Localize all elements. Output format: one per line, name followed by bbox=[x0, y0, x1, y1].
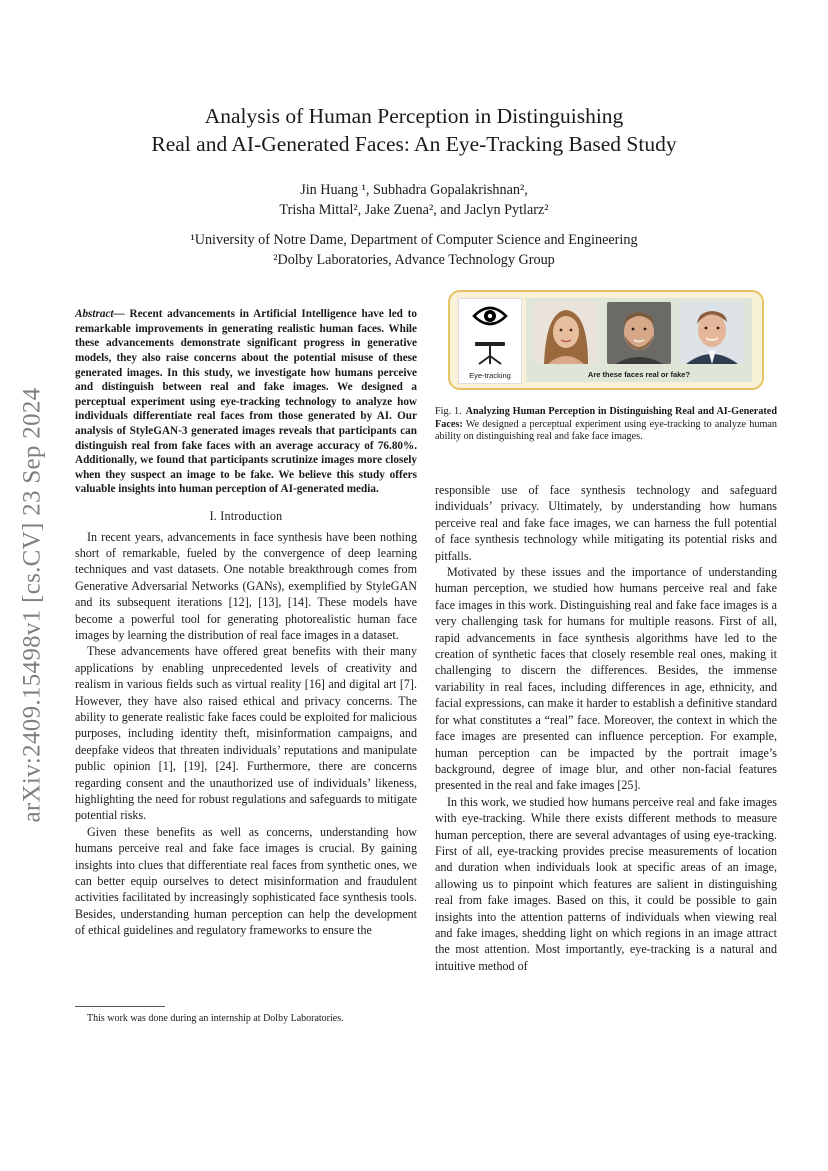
authors-line-1: Jin Huang ¹, Subhadra Gopalakrishnan², bbox=[300, 182, 528, 198]
footnote: This work was done during an internship at Dolby Laboratories. bbox=[87, 1013, 344, 1024]
figure-1-caption bbox=[435, 406, 777, 444]
intro-paragraph-3: Given these benefits as well as concerns, understanding how humans perceive real and fake face images is crucial. By gaining insights into clues that differentiate real faces from synthetic ones, we can better equip ourselves to detect misinformation and fraudulent activities facilitated by increasingly sophisticated face synthesis tools. Besides, understanding human perception can help the development of ethical guidelines and regulatory frameworks to ensure the bbox=[75, 824, 417, 938]
caption-bold-title: Analyzing Human Perception in Distinguishing Real and AI-Generated Faces: bbox=[435, 406, 777, 430]
paper-title-line-2: Real and AI-Generated Faces: An Eye-Tracking Based Study bbox=[151, 132, 677, 156]
abstract bbox=[75, 307, 417, 497]
intro-paragraph-1: In recent years, advancements in face synthesis have been nothing short of remarkable, fueled by the convergence of deep learning techniques and vast datasets. One notable breakthrough comes from Generative Adversarial Networks (GANs), exemplified by StyleGAN and its subsequent iterations [12], [13], [14]. These models have become a powerful tool for generating photorealistic human face images by learning the distribution of real face images in a dataset. bbox=[75, 529, 417, 642]
footnote-rule bbox=[75, 1006, 165, 1007]
figure-eye-tracking-panel bbox=[458, 298, 522, 384]
affiliation-1: ¹University of Notre Dame, Department of Computer Science and Engineering bbox=[190, 232, 638, 248]
intro-paragraph-3-continued: responsible use of face synthesis technology and safeguard individuals’ privacy. Ultimately, by understanding how humans perceive real and fake face images, we can harness the full potential of face synthesis technology while mitigating its potential risks and pitfalls. bbox=[435, 483, 777, 563]
eye-tracking-label: Eye-tracking bbox=[469, 371, 511, 380]
abstract-text: Recent advancements in Artificial Intelligence have led to remarkable improvements in generating realistic human faces. While these advancements demonstrate significant progress in generative models, they also raise concerns about the potential misuse of these generated images. In this study, we investigate how humans perceive and distinguish between real and fake images. We designed a perceptual experiment using eye-tracking technology to analyze how individuals differentiate real faces from those generated by AI. Our analysis of StyleGAN-3 generated images reveals that participants can distinguish real from fake faces with an average accuracy of 76.80%. Additionally, we found that participants scrutinize images more closely when they suspect an image to be fake. We believe this study offers valuable insights into human perception of AI-generated media. bbox=[75, 308, 417, 496]
intro-paragraph-5: In this work, we studied how humans perceive real and fake images with eye-tracking. While there exists different methods to measure human perception, there are several advantages of using eye-tracking. First of all, eye-tracking provides precise measurements of location and duration when individuals look at specific areas of an image, allowing us to pinpoint which features are salient in distinguishing real from fake images. Based on this, it could be possible to gain insights into the attention patterns of individuals when viewing real and fake images, shedding light on which regions in an image attract the most attention. Most importantly, eye-tracking is a natural and intuitive method of bbox=[435, 794, 777, 973]
author-list bbox=[100, 180, 728, 220]
arxiv-stamp-text: arXiv:2409.15498v1 [cs.CV] 23 Sep 2024 bbox=[18, 387, 46, 823]
figure-question-label: Are these faces real or fake? bbox=[587, 370, 691, 379]
eye-icon bbox=[472, 303, 508, 329]
affiliations bbox=[60, 230, 768, 270]
intro-paragraph-4: Motivated by these issues and the importance of understanding human perception, we studied how humans perceive real and fake face images in this work. Distinguishing real and fake face images is a very challenging task for humans for multiple reasons. First of all, rapid advancements in face synthesis algorithms have led to the creation of synthetic faces that closely resemble real ones, making it challenging to discern the differences. Besides, the immense variability in real faces, including differences in age, ethnicity, and facial expressions, can make it harder to establish a definitive standard for what constitutes a “real” face. Moreover, the context in which the face images are presented can influence perception. For example, human perception can be impacted by the portrait image’s background, degree of image blur, and other non-facial features presented in the real and fake images [25]. bbox=[435, 565, 777, 793]
figure-number: Fig. 1. bbox=[435, 406, 462, 417]
paper-title bbox=[60, 102, 768, 158]
eye-tracker-device-icon bbox=[473, 339, 507, 365]
caption-text: We designed a perceptual experiment using eye-tracking to analyze human ability on distinguishing real and fake face images. bbox=[435, 418, 777, 443]
figure-1 bbox=[448, 290, 764, 390]
face-image-bearded-man bbox=[607, 302, 671, 364]
figure-faces-panel bbox=[526, 298, 752, 382]
left-column bbox=[75, 296, 417, 939]
arxiv-identifier-stamp bbox=[14, 364, 50, 846]
abstract-lead: Abstract— bbox=[75, 308, 125, 321]
right-column bbox=[435, 482, 777, 974]
intro-paragraph-2: These advancements have offered great benefits with their many applications by enabling unprecedented levels of creativity and realism in various fields such as virtual reality [16] and digital art [7]. However, they have also raised ethical and privacy concerns. The ability to generate realistic fake faces could be exploited for malicious purposes, including identity theft, misinformation campaigns, and deepfake videos that threaten individuals’ reputations and manipulate public opinion [1], [19], [24]. Furthermore, there are concerns regarding consent and the unauthorized use of individuals’ likeness, highlighting the need for robust regulations and safeguards to mitigate potential risks. bbox=[75, 644, 417, 823]
affiliation-2: ²Dolby Laboratories, Advance Technology Group bbox=[273, 252, 555, 268]
authors-line-2: Trisha Mittal², Jake Zuena², and Jaclyn Pytlarz² bbox=[279, 202, 549, 218]
section-heading-introduction: I. Introduction bbox=[209, 509, 283, 524]
face-image-man-suit bbox=[680, 302, 744, 364]
face-image-woman bbox=[534, 302, 598, 364]
paper-title-line-1: Analysis of Human Perception in Distinguishing bbox=[204, 104, 624, 128]
